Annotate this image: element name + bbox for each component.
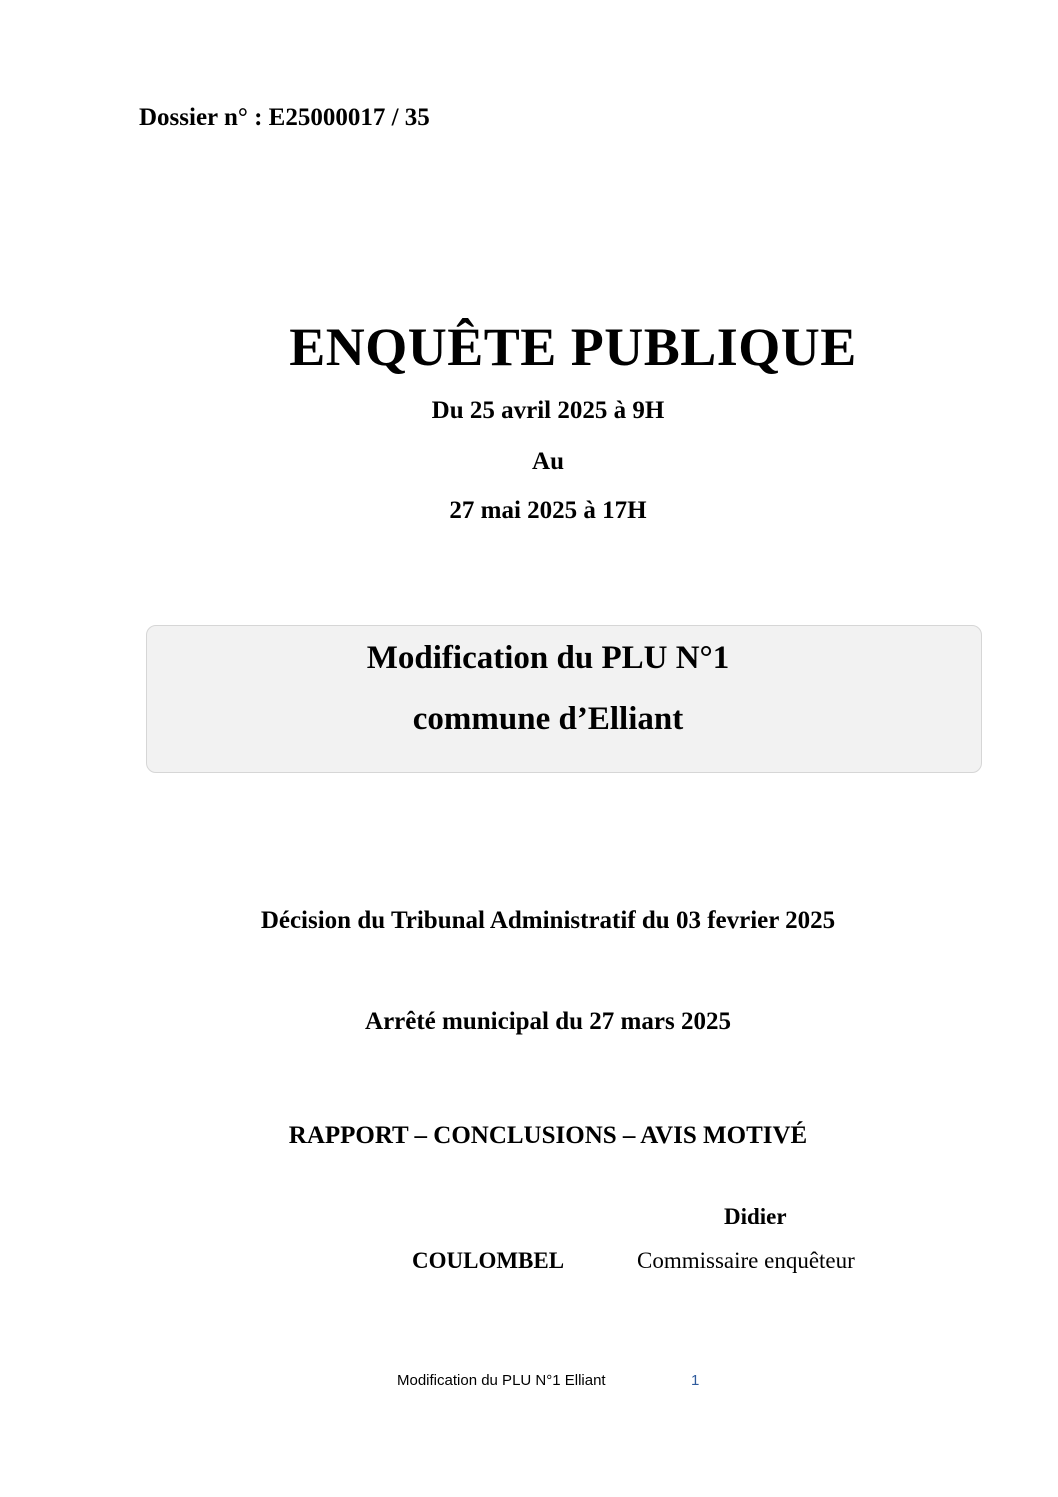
period-separator: Au	[532, 448, 564, 475]
commissioner-last-name: COULOMBEL	[412, 1248, 565, 1273]
subject-title: Modification du PLU N°1	[366, 640, 730, 676]
period-end: 27 mai 2025 à 17H	[449, 497, 647, 524]
footer-title: Modification du PLU N°1 Elliant	[397, 1372, 606, 1389]
commissioner-first-name: Didier	[724, 1204, 787, 1229]
tribunal-decision: Décision du Tribunal Administratif du 03 fevrier 2025	[260, 907, 836, 934]
report-heading: RAPPORT – CONCLUSIONS – AVIS MOTIVÉ	[288, 1122, 808, 1149]
subject-commune: commune d’Elliant	[412, 701, 684, 737]
commissioner-role: Commissaire enquêteur	[637, 1248, 855, 1273]
page-number: 1	[691, 1372, 700, 1389]
municipal-arrete: Arrêté municipal du 27 mars 2025	[365, 1008, 731, 1035]
dossier-number: Dossier n° : E25000017 / 35	[139, 104, 430, 131]
period-start: Du 25 avril 2025 à 9H	[431, 397, 665, 424]
page-title: ENQUÊTE PUBLIQUE	[289, 317, 857, 377]
